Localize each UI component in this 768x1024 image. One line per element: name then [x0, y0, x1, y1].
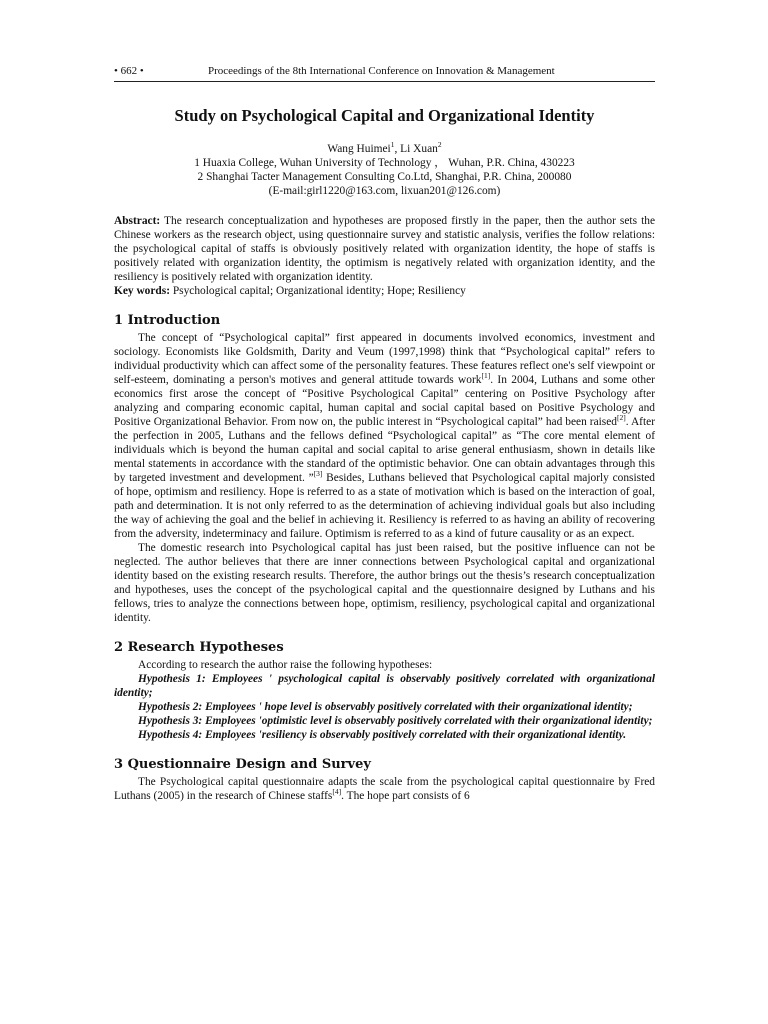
keywords-label: Key words: [114, 285, 170, 297]
hypothesis-4: Hypothesis 4: Employees 'resiliency is observably positively correlated with their organizational identity. [138, 729, 627, 741]
keywords-text: Psychological capital; Organizational identity; Hope; Resiliency [170, 285, 466, 297]
questionnaire-text: . The hope part consists of 6 [341, 790, 470, 802]
section-heading-questionnaire: 3 Questionnaire Design and Survey [114, 757, 371, 772]
paper-title: Study on Psychological Capital and Organizational Identity [174, 106, 595, 125]
hypothesis-1: Hypothesis 1: Employees ' psychological capital is observably positively correlated with organizational identity; [114, 673, 655, 699]
hypothesis-3: Hypothesis 3: Employees 'optimistic level is observably positively correlated with their organizational identity; [138, 715, 653, 727]
author-2-mark: 2 [437, 140, 442, 150]
author-2: Li Xuan [400, 143, 438, 155]
author-separator: , [394, 143, 401, 155]
intro-text: . In 2004, Luthans and some other economics first arose the concept of “Positive Psychological Capital” centering on Positive Psychology after analyzing and comparing economic capital, human capital and social capital based on Positive Psychology and Positive Organizational Behavior. From now on, the public interest in “Psychological capital” had been raised [114, 374, 655, 428]
intro-text: Besides, Luthans believed that Psychological capital majorly consisted of hope, optimism and resiliency. Hope is referred to as a state of motivation which is based on the interaction of goal, path and determination. It is not only referred to as the determination of achieving individual goals but also including the way of achieving the goal and the belief in achieving it. Resiliency is referred to as having an ability of recovering from the adversity, indeterminacy and failure. Optimism is referred to as a kind of future causality or as an expect. [114, 472, 655, 540]
citation-1: [1] [481, 371, 491, 381]
running-header [114, 64, 655, 82]
conference-name: Proceedings of the 8th International Conference on Innovation & Management [208, 65, 555, 77]
section-heading-introduction: 1 Introduction [114, 313, 221, 328]
paper-content [114, 64, 655, 803]
abstract [114, 214, 655, 284]
citation-3: [3] [313, 469, 323, 479]
affiliation-1: 1 Huaxia College, Wuhan University of Technology ， Wuhan, P.R. China, 430223 [194, 157, 575, 169]
page-number: • 662 • [114, 65, 144, 77]
intro-text: . After the perfection in 2005, Luthans and the fellows defined “Psychological capital” as “The core mental element of individuals which is beyond the human capital and social capital to arise general enthusiasm, shown in details like mental statements in accordance with the standard of the optimistic behavior. One can obtain advantages through this by targeted investment and development. ” [114, 416, 655, 484]
abstract-text: The research conceptualization and hypotheses are proposed firstly in the paper, then the author sets the Chinese workers as the research object, using questionnaire survey and statistic analysis, verifies the follow relations: the psychological capital of staffs is obviously positively related with organization identity, the hope of staffs is positively related with organization identity, the optimism is negatively related with organization identity, and the resiliency is positively related with organization identity. [114, 215, 655, 283]
questionnaire-paragraph [114, 775, 655, 803]
affiliation-2: 2 Shanghai Tacter Management Consulting Co.Ltd, Shanghai, P.R. China, 200080 [197, 171, 572, 183]
hypothesis-2: Hypothesis 2: Employees ' hope level is observably positively correlated with their organizational identity; [138, 701, 633, 713]
keywords [114, 284, 655, 298]
author-line [114, 142, 655, 156]
intro-paragraph-2: The domestic research into Psychological capital has just been raised, but the positive influence can not be neglected. The author believes that there are inner connections between Psychological capital and organizational identity based on the existing research results. Therefore, the author brings out the thesis’s research conceptualization and hypotheses, uses the concept of the psychological capital and the questionnaire designed by Luthans and his fellows, tries to analyze the connections between hope, optimism, resiliency, psychological capital and organizational identity. [114, 542, 655, 624]
questionnaire-text: The Psychological capital questionnaire adapts the scale from the psychological capital questionnaire by Fred Luthans (2005) in the research of Chinese staffs [114, 776, 655, 802]
author-1: Wang Huimei [327, 143, 391, 155]
hypotheses-intro: According to research the author raise the following hypotheses: [138, 659, 433, 671]
section-heading-hypotheses: 2 Research Hypotheses [114, 640, 284, 655]
abstract-label: Abstract: [114, 215, 161, 227]
citation-2: [2] [616, 413, 626, 423]
intro-text: The concept of “Psychological capital” first appeared in documents involved economics, investment and sociology. Economists like Goldsmith, Darity and Veum (1997,1998) think that “Psychological capital” refers to individual productivity which can affect some of the personality features. These features reflect one's self viewpoint or self-esteem, dominating a person's motives and general attitude towards work [114, 332, 655, 386]
intro-paragraph-1 [114, 331, 655, 541]
citation-4: [4] [332, 787, 342, 797]
author-1-mark: 1 [390, 140, 395, 150]
author-emails: (E-mail:girl1220@163.com, lixuan201@126.com) [268, 185, 501, 197]
